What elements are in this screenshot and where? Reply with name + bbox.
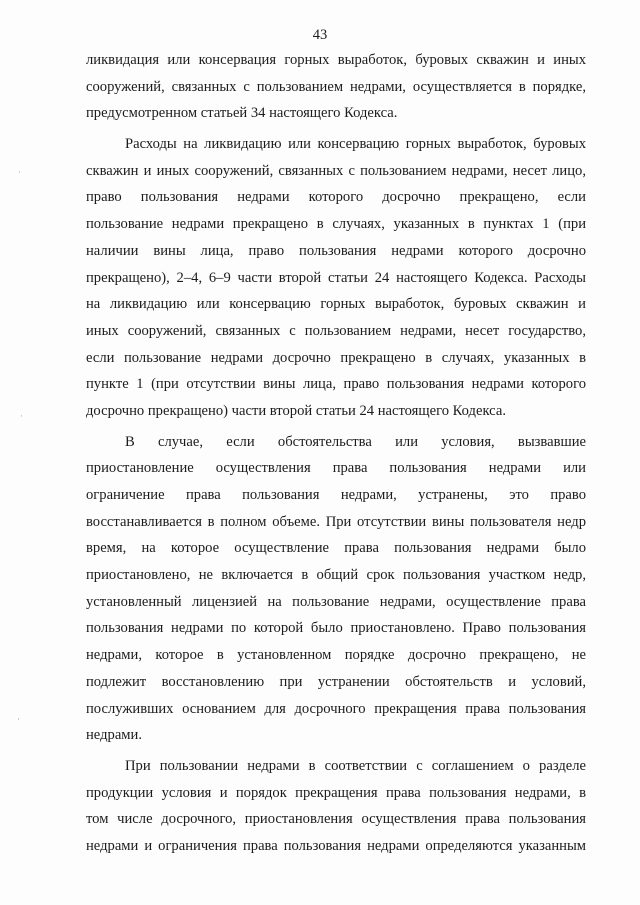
text-line: подлежит восстановлению при устранении обстоятельств и условий,	[86, 673, 586, 690]
text-line: приостановлено, не включается в общий срок пользования участком недр,	[86, 567, 586, 584]
text-line: право пользования недрами которого досрочно прекращено, если	[86, 189, 586, 206]
text-line: пользования недрами по которой было приостановлено. Право пользования	[86, 620, 586, 637]
text-line: если пользование недрами досрочно прекращено в случаях, указанных в	[86, 349, 586, 366]
text-line: восстанавливается в полном объеме. При отсутствии вины пользователя недр	[86, 513, 586, 530]
scan-artifact: ·	[18, 167, 21, 177]
scan-artifact: ·	[17, 714, 20, 724]
text-line: Расходы на ликвидацию или консервацию горных выработок, буровых	[125, 136, 586, 153]
text-line: продукции условия и порядок прекращения права пользования недрами, в	[86, 784, 586, 801]
paragraph-2	[86, 131, 586, 425]
text-line: пользование недрами прекращено в случаях, указанных в пунктах 1 (при	[86, 216, 586, 233]
text-line: том числе досрочного, приостановления осуществления права пользования	[86, 811, 586, 828]
text-line: приостановление осуществления права пользования недрами или	[86, 460, 586, 477]
text-line: иных сооружений, связанных с пользованием недрами, несет государство,	[86, 322, 586, 339]
text-line: недрами.	[86, 727, 142, 744]
paragraph-3	[86, 429, 586, 749]
text-line: время, на которое осуществление права пользования недрами было	[86, 540, 586, 557]
text-line: установленный лицензией на пользование недрами, осуществление права	[86, 593, 586, 610]
text-line: недрами и ограничения права пользования недрами определяются указанным	[86, 837, 586, 854]
text-line: предусмотренном статьей 34 настоящего Кодекса.	[86, 105, 398, 122]
scan-artifact: ·	[20, 411, 23, 421]
text-line: досрочно прекращено) части второй статьи 24 настоящего Кодекса.	[86, 402, 506, 419]
text-line: скважин и иных сооружений, связанных с пользованием недрами, несет лицо,	[86, 162, 586, 179]
text-line: недрами, которое в установленном порядке досрочно прекращено, не	[86, 647, 586, 664]
text-line: При пользовании недрами в соответствии с соглашением о разделе	[125, 757, 586, 774]
text-line: пункте 1 (при отсутствии вины лица, право пользования недрами которого	[86, 376, 586, 393]
text-line: ликвидация или консервация горных выработок, буровых скважин и иных	[86, 52, 586, 68]
text-line: прекращено), 2–4, 6–9 части второй статьи 24 настоящего Кодекса. Расходы	[86, 269, 586, 286]
text-line: ограничение права пользования недрами, устранены, это право	[86, 487, 586, 503]
text-line: В случае, если обстоятельства или условия, вызвавшие	[125, 433, 586, 450]
body-text	[86, 47, 586, 860]
text-line: сооружений, связанных с пользованием недрами, осуществляется в порядке,	[86, 78, 586, 95]
text-line: послуживших основанием для досрочного прекращения права пользования	[86, 700, 586, 717]
paragraph-1	[86, 47, 586, 127]
page-number: 43	[312, 27, 328, 43]
text-line: на ликвидацию или консервацию горных выработок, буровых скважин и	[86, 296, 586, 313]
text-line: наличии вины лица, право пользования недрами которого досрочно	[86, 242, 586, 259]
paragraph-4	[86, 753, 586, 860]
